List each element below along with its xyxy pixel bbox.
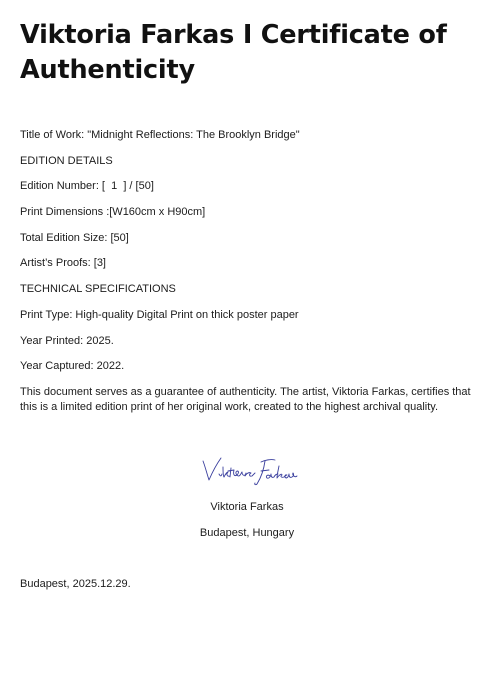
certificate-body (20, 128, 478, 416)
edition-details-heading: EDITION DETAILS (20, 154, 113, 167)
year-captured: Year Captured: 2022. (20, 360, 125, 373)
total-edition-size: Total Edition Size: [50] (20, 231, 129, 244)
handwritten-signature (199, 454, 299, 488)
print-dimensions: Print Dimensions :[W160cm x H90cm] (20, 206, 206, 219)
technical-specifications-heading: TECHNICAL SPECIFICATIONS (20, 283, 176, 296)
title-of-work: Title of Work: "Midnight Reflections: The Brooklyn Bridge" (20, 129, 300, 141)
print-type: Print Type: High-quality Digital Print on thick poster paper (20, 308, 299, 321)
edition-number: Edition Number: [ 1 ] / [50] (20, 180, 154, 193)
signer-location: Budapest, Hungary (199, 527, 295, 539)
year-printed: Year Printed: 2025. (20, 334, 114, 347)
guarantee-statement: This document serves as a guarantee of authenticity. The artist, Viktoria Farkas, certifies that this is a limited edition print of her original work, created to the highest archival quality. (20, 385, 471, 414)
signer-name: Viktoria Farkas (210, 501, 284, 513)
issue-date: Budapest, 2025.12.29. (20, 578, 131, 590)
artists-proofs: Artist’s Proofs: [3] (20, 257, 106, 270)
certificate-title: Viktoria Farkas I Certificate of Authenticity (20, 20, 447, 85)
